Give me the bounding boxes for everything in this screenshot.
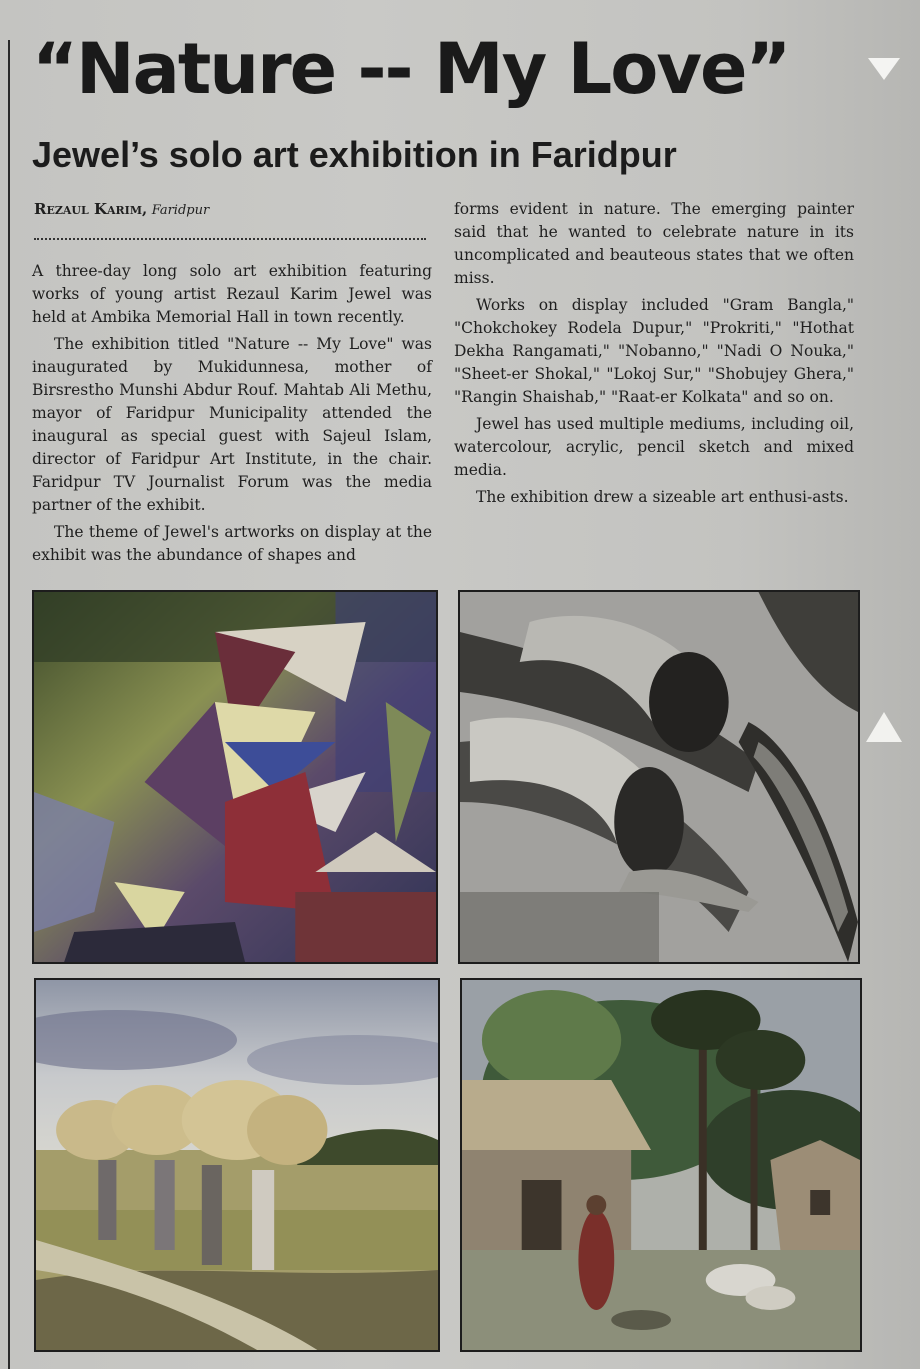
paragraph: The theme of Jewel's artworks on display at the exhibit was the abundance of shapes and [32,523,432,564]
byline-divider [34,238,426,240]
paragraph: forms evident in nature. The emerging painter said that he wanted to celebrate nature in its uncomplicated and beauteous states that we often miss. [454,200,854,287]
painting-boats [458,590,860,964]
byline [34,200,209,218]
paragraph: The exhibition drew a sizeable art enthusi-asts. [476,488,849,506]
byline-author: Rezaul Karim, [34,200,148,218]
subheadline: Jewel’s solo art exhibition in Faridpur [32,134,677,175]
headline: “Nature -- My Love” [32,28,790,110]
byline-location: Faridpur [151,203,210,218]
painting-village [460,978,862,1352]
article-column-2 [454,198,854,509]
paragraph: Jewel has used multiple mediums, including oil, watercolour, acrylic, pencil sketch and mixed media. [454,415,854,479]
paragraph: The exhibition titled "Nature -- My Love" was inaugurated by Mukidunnesa, mother of Birsrestho Munshi Abdur Rouf. Mahtab Ali Methu, mayor of Faridpur Municipality attended the inaugural as special guest with Sajeul Islam, director of Faridpur Art Institute, in the chair. Faridpur TV Journalist Forum was the media partner of the exhibit. [32,335,432,514]
paragraph: A three-day long solo art exhibition featuring works of young artist Rezaul Karim Jewel was held at Ambika Memorial Hall in town recently. [32,262,432,326]
paragraph: Works on display included "Gram Bangla," "Chokchokey Rodela Dupur," "Prokriti," "Hothat Dekha Rangamati," "Nobanno," "Nadi O Nouka," "Sheet-er Shokal," "Lokoj Sur," "Shobujey Ghera," "Rangin Shaishab," "Raat-er Kolkata" and so on. [454,296,854,406]
article-column-1 [32,260,432,567]
painting-harvest [34,978,440,1352]
column-rule [8,40,10,1369]
painting-abstract-geometric [32,590,438,964]
paper-tear-mark [866,712,902,742]
paper-tear-mark [868,58,900,80]
